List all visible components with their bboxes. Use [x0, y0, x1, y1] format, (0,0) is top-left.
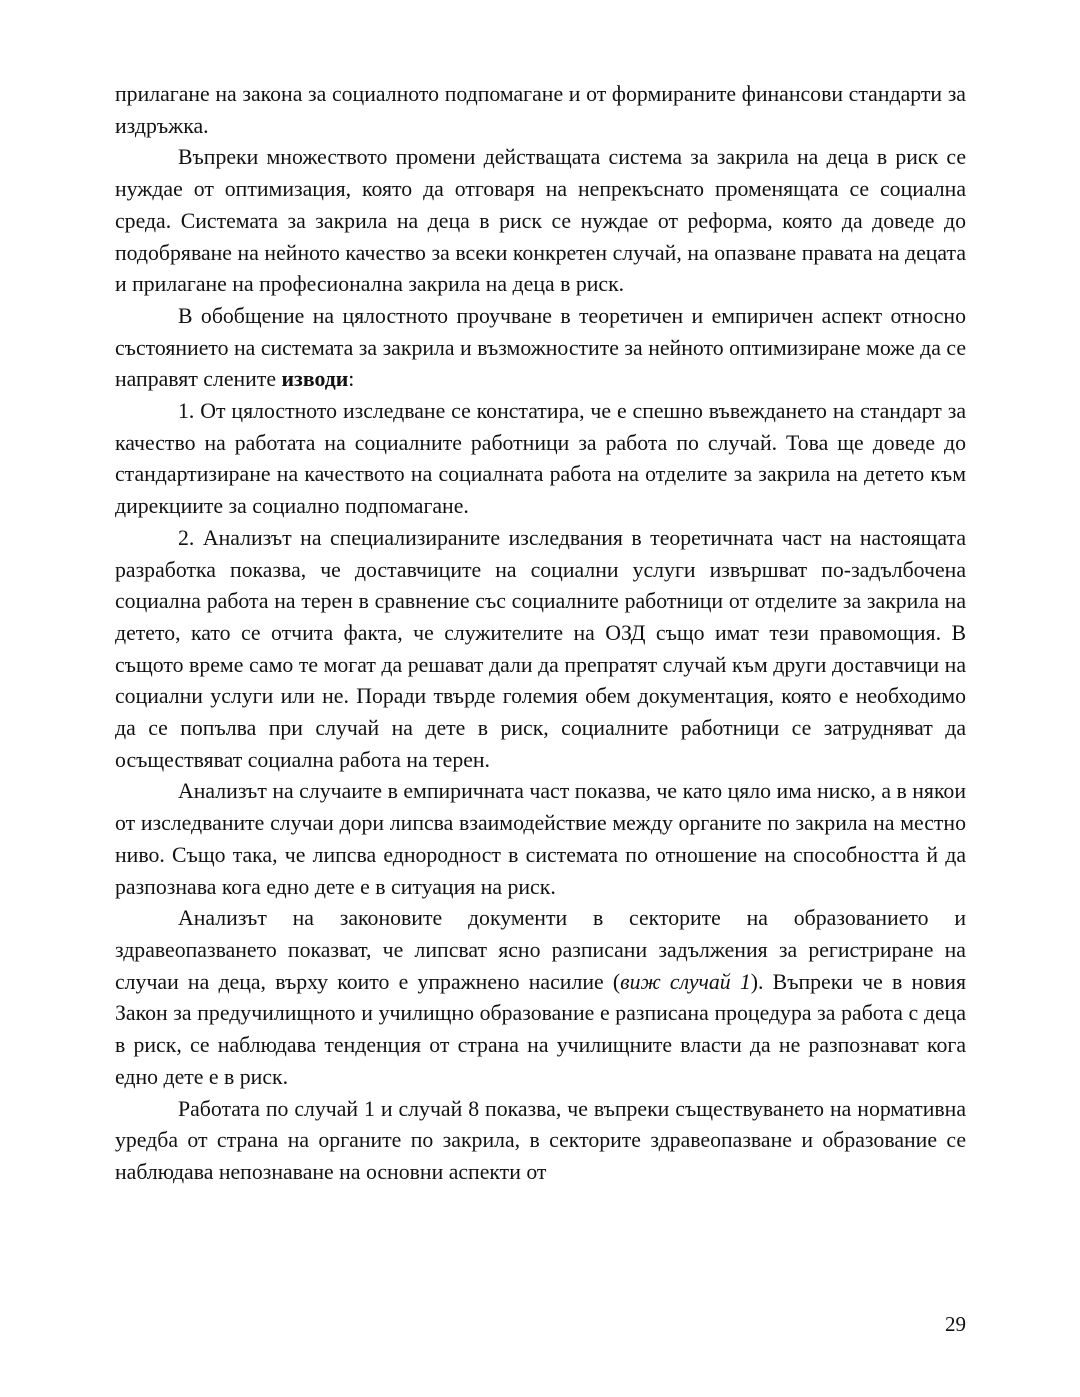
paragraph-6: Анализът на случаите в емпиричната част показва, че като цяло има ниско, а в някои от изследваните случаи дори липсва взаимодействие между органите по закрила на местно ниво. Също така, че липсва еднородност в системата по отношение на способността й да разпознава кога едно дете е в ситуация на риск. [115, 779, 966, 899]
paragraph-1: прилагане на закона за социалното подпомагане и от формираните финансови стандарти за издръжка. [115, 82, 966, 138]
paragraph-3-end: : [348, 367, 355, 392]
paragraph-8: Работата по случай 1 и случай 8 показва, че въпреки съществуването на нормативна уредба от страна на органите по закрила, в секторите здравеопазване и образование се наблюдава непознаване на основни аспекти от [115, 1096, 966, 1184]
conclusions-keyword: изводи [281, 367, 349, 392]
body-text [115, 79, 966, 1189]
paragraph-7-end: ). Въпреки че в новия Закон за предучилищното и училищно образование е разписана процедура за работа с деца в риск, се наблюдава тенденция от страна на училищните власти да не разпознават кога едно дете е в риск. [115, 969, 966, 1089]
page-number: 29 [945, 1312, 966, 1336]
paragraph-2: Въпреки множеството промени действащата система за закрила на деца в риск се нуждае от оптимизация, която да отговаря на непрекъснато променящата се социална среда. Системата за закрила на деца в риск се нуждае от реформа, която да доведе до подобряване на нейното качество за всеки конкретен случай, на опазване правата на децата и прилагане на професионална закрила на деца в риск. [115, 145, 966, 297]
conclusion-item-1: 1. От цялостното изследване се констатира, че е спешно въвеждането на стандарт за качество на работата на социалните работници за работа по случай. Това ще доведе до стандартизиране на качеството на социалната работа на отделите за закрила на детето към дирекциите за социално подпомагане. [115, 399, 966, 519]
paragraph-7-text: Анализът на законовите документи в секторите на образованието и здравеопазването показват, че липсват ясно разписани задължения за регистриране на случаи на деца, върху които е упражнено насилие ( [115, 906, 966, 994]
conclusion-item-2: 2. Анализът на специализираните изследвания в теоретичната част на настоящата разработка показва, че доставчиците на социални услуги извършват по-задълбочена социална работа на терен в сравнение със социалните работници от отделите за закрила на детето, като се отчита факта, че служителите на ОЗД също имат тези правомощия. В същото време само те могат да решават дали да препратят случай към други доставчици на социални услуги или не. Поради твърде големия обем документация, която е необходимо да се попълва при случай на дете в риск, социалните работници се затрудняват да осъществяват социална работа на терен. [115, 525, 966, 772]
paragraph-3-text: В обобщение на цялостното проучване в теоретичен и емпиричен аспект относно състоянието на системата за закрила и възможностите за нейното оптимизиране може да се направят слените [115, 303, 966, 392]
paragraph-3 [115, 301, 966, 396]
case-reference: виж случай 1 [620, 969, 751, 994]
paragraph-7 [115, 903, 966, 1093]
